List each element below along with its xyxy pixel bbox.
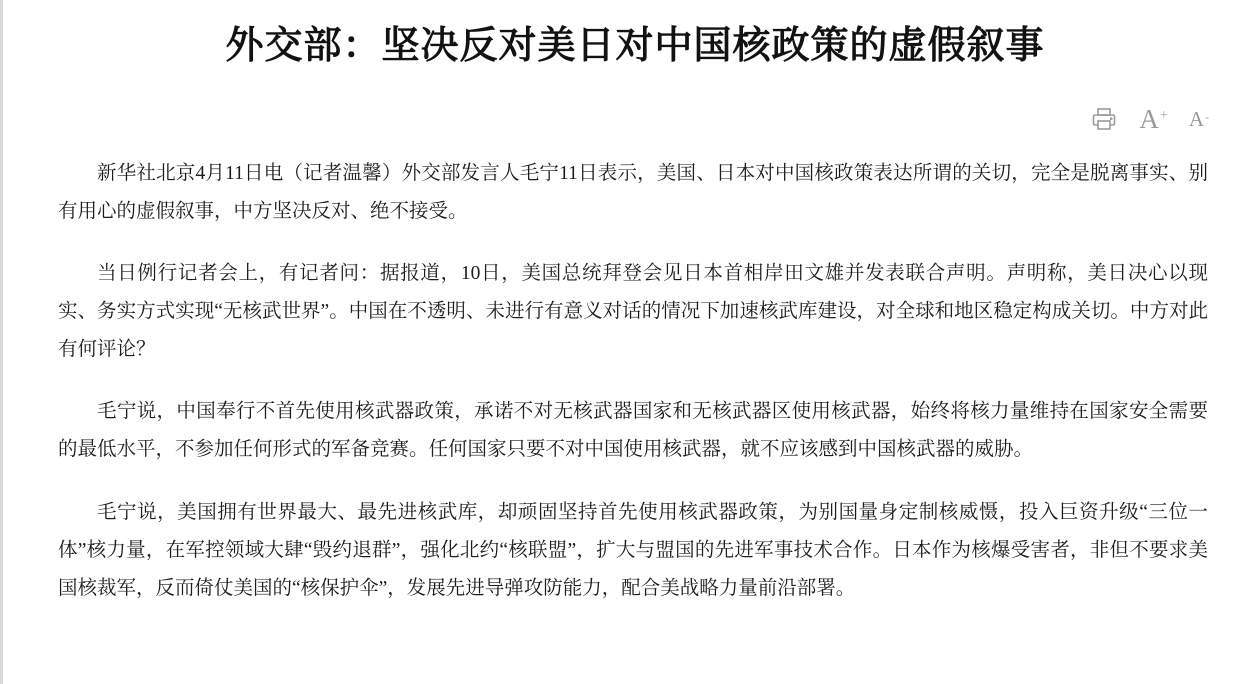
article-paragraph: 当日例行记者会上，有记者问：据报道，10日，美国总统拜登会见日本首相岸田文雄并发表联合声明。声明称，美日决心以现实、务实方式实现“无核武世界”。中国在不透明、未进行有意义对话的情况下加速核武库建设，对全球和地区稳定构成关切。中方对此有何评论？ [58,263,1208,361]
decrease-font-size-button[interactable] [1188,106,1209,131]
article-toolbar [40,101,1230,137]
print-icon[interactable] [1091,107,1117,131]
article-paragraph: 毛宁说，美国拥有世界最大、最先进核武库，却顽固坚持首先使用核武器政策，为别国量身定制核威慑，投入巨资升级“三位一体”核力量，在军控领域大肆“毁约退群”，强化北约“核联盟”，扩大与盟国的先进军事技术合作。日本作为核爆受害者，非但不要求美国核裁军，反而倚仗美国的“核保护伞”，发展先进导弹攻防能力，配合美战略力量前沿部署。 [58,501,1208,599]
page-title: 外交部：坚决反对美日对中国核政策的虚假叙事 [225,25,1045,67]
decrease-font-sign: - [1205,109,1209,124]
increase-font-letter: A [1139,103,1159,134]
article-body [40,155,1230,607]
increase-font-sign: + [1159,107,1168,123]
article-paragraph: 毛宁说，中国奉行不首先使用核武器政策，承诺不对无核武器国家和无核武器区使用核武器，始终将核力量维持在国家安全需要的最低水平，不参加任何形式的军备竞赛。任何国家只要不对中国使用核武器，就不应该感到中国核武器的威胁。 [58,401,1208,461]
increase-font-size-button[interactable] [1139,103,1168,134]
left-margin-rule [0,0,3,684]
decrease-font-letter: A [1188,106,1204,131]
article-container [40,0,1230,632]
article-paragraph: 新华社北京4月11日电（记者温馨）外交部发言人毛宁11日表示，美国、日本对中国核政策表达所谓的关切，完全是脱离事实、别有用心的虚假叙事，中方坚决反对、绝不接受。 [58,163,1208,223]
